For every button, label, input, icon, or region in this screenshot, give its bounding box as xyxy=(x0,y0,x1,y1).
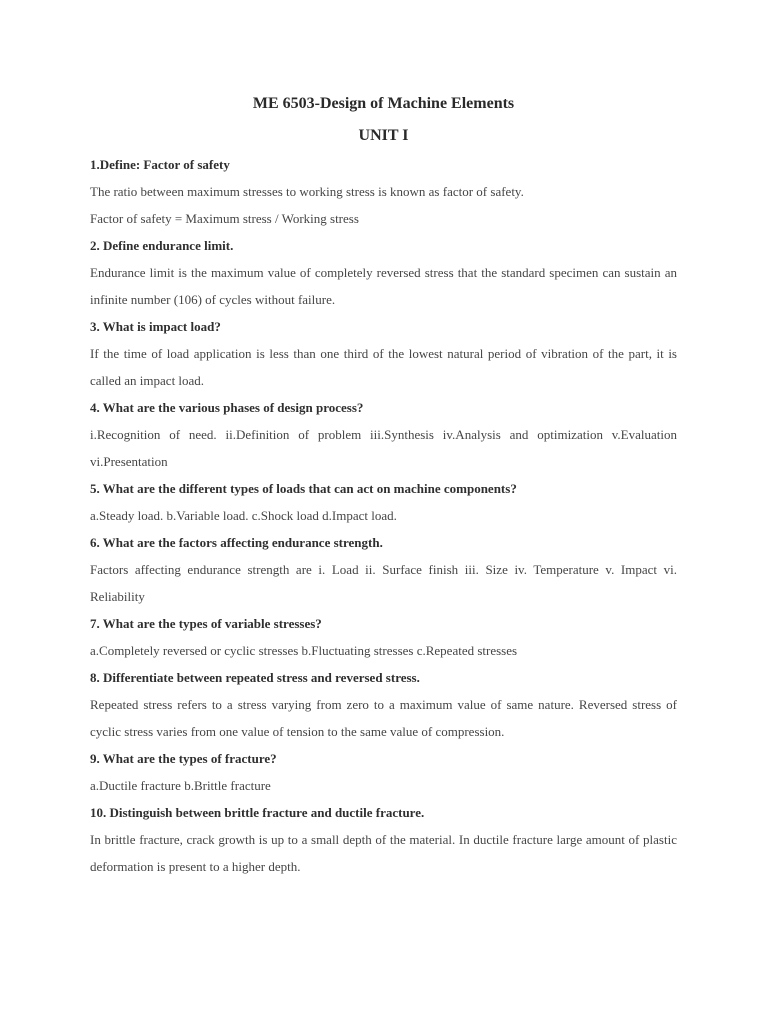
question-9: 9. What are the types of fracture? xyxy=(90,751,277,766)
unit-heading: UNIT I xyxy=(358,127,409,144)
answer-1-line-2: Factor of safety = Maximum stress / Working stress xyxy=(90,211,359,226)
qa-item-6 xyxy=(90,529,677,610)
qa-item-10 xyxy=(90,799,677,880)
question-4: 4. What are the various phases of design process? xyxy=(90,400,364,415)
document-page xyxy=(90,92,677,880)
qa-item-3 xyxy=(90,313,677,394)
question-6: 6. What are the factors affecting endurance strength. xyxy=(90,535,383,550)
question-2: 2. Define endurance limit. xyxy=(90,238,234,253)
answer-2: Endurance limit is the maximum value of completely reversed stress that the standard specimen can sustain an infinite number (106) of cycles without failure. xyxy=(90,265,677,307)
question-7: 7. What are the types of variable stresses? xyxy=(90,616,322,631)
question-10: 10. Distinguish between brittle fracture and ductile fracture. xyxy=(90,805,425,820)
question-8: 8. Differentiate between repeated stress and reversed stress. xyxy=(90,670,420,685)
answer-1-line-1: The ratio between maximum stresses to working stress is known as factor of safety. xyxy=(90,184,524,199)
qa-item-2 xyxy=(90,232,677,313)
qa-item-9 xyxy=(90,745,677,799)
answer-9: a.Ductile fracture b.Brittle fracture xyxy=(90,778,271,793)
document-title: ME 6503-Design of Machine Elements xyxy=(252,95,515,112)
qa-item-7 xyxy=(90,610,677,664)
answer-7: a.Completely reversed or cyclic stresses b.Fluctuating stresses c.Repeated stresses xyxy=(90,643,518,658)
question-5: 5. What are the different types of loads that can act on machine components? xyxy=(90,481,517,496)
qa-item-4 xyxy=(90,394,677,475)
qa-item-5 xyxy=(90,475,677,529)
answer-3: If the time of load application is less than one third of the lowest natural period of vibration of the part, it is called an impact load. xyxy=(90,346,677,388)
question-3: 3. What is impact load? xyxy=(90,319,221,334)
answer-4: i.Recognition of need. ii.Definition of problem iii.Synthesis iv.Analysis and optimization v.Evaluation vi.Presentation xyxy=(90,427,677,469)
question-1: 1.Define: Factor of safety xyxy=(90,157,230,172)
answer-8: Repeated stress refers to a stress varying from zero to a maximum value of same nature. Reversed stress of cyclic stress varies from one value of tension to the same value of compression. xyxy=(90,697,677,739)
answer-6: Factors affecting endurance strength are i. Load ii. Surface finish iii. Size iv. Temperature v. Impact vi. Reliability xyxy=(90,562,677,604)
qa-item-8 xyxy=(90,664,677,745)
answer-5: a.Steady load. b.Variable load. c.Shock load d.Impact load. xyxy=(90,508,397,523)
answer-10: In brittle fracture, crack growth is up to a small depth of the material. In ductile fracture large amount of plastic deformation is present to a higher depth. xyxy=(90,832,677,874)
qa-item-1 xyxy=(90,151,677,232)
